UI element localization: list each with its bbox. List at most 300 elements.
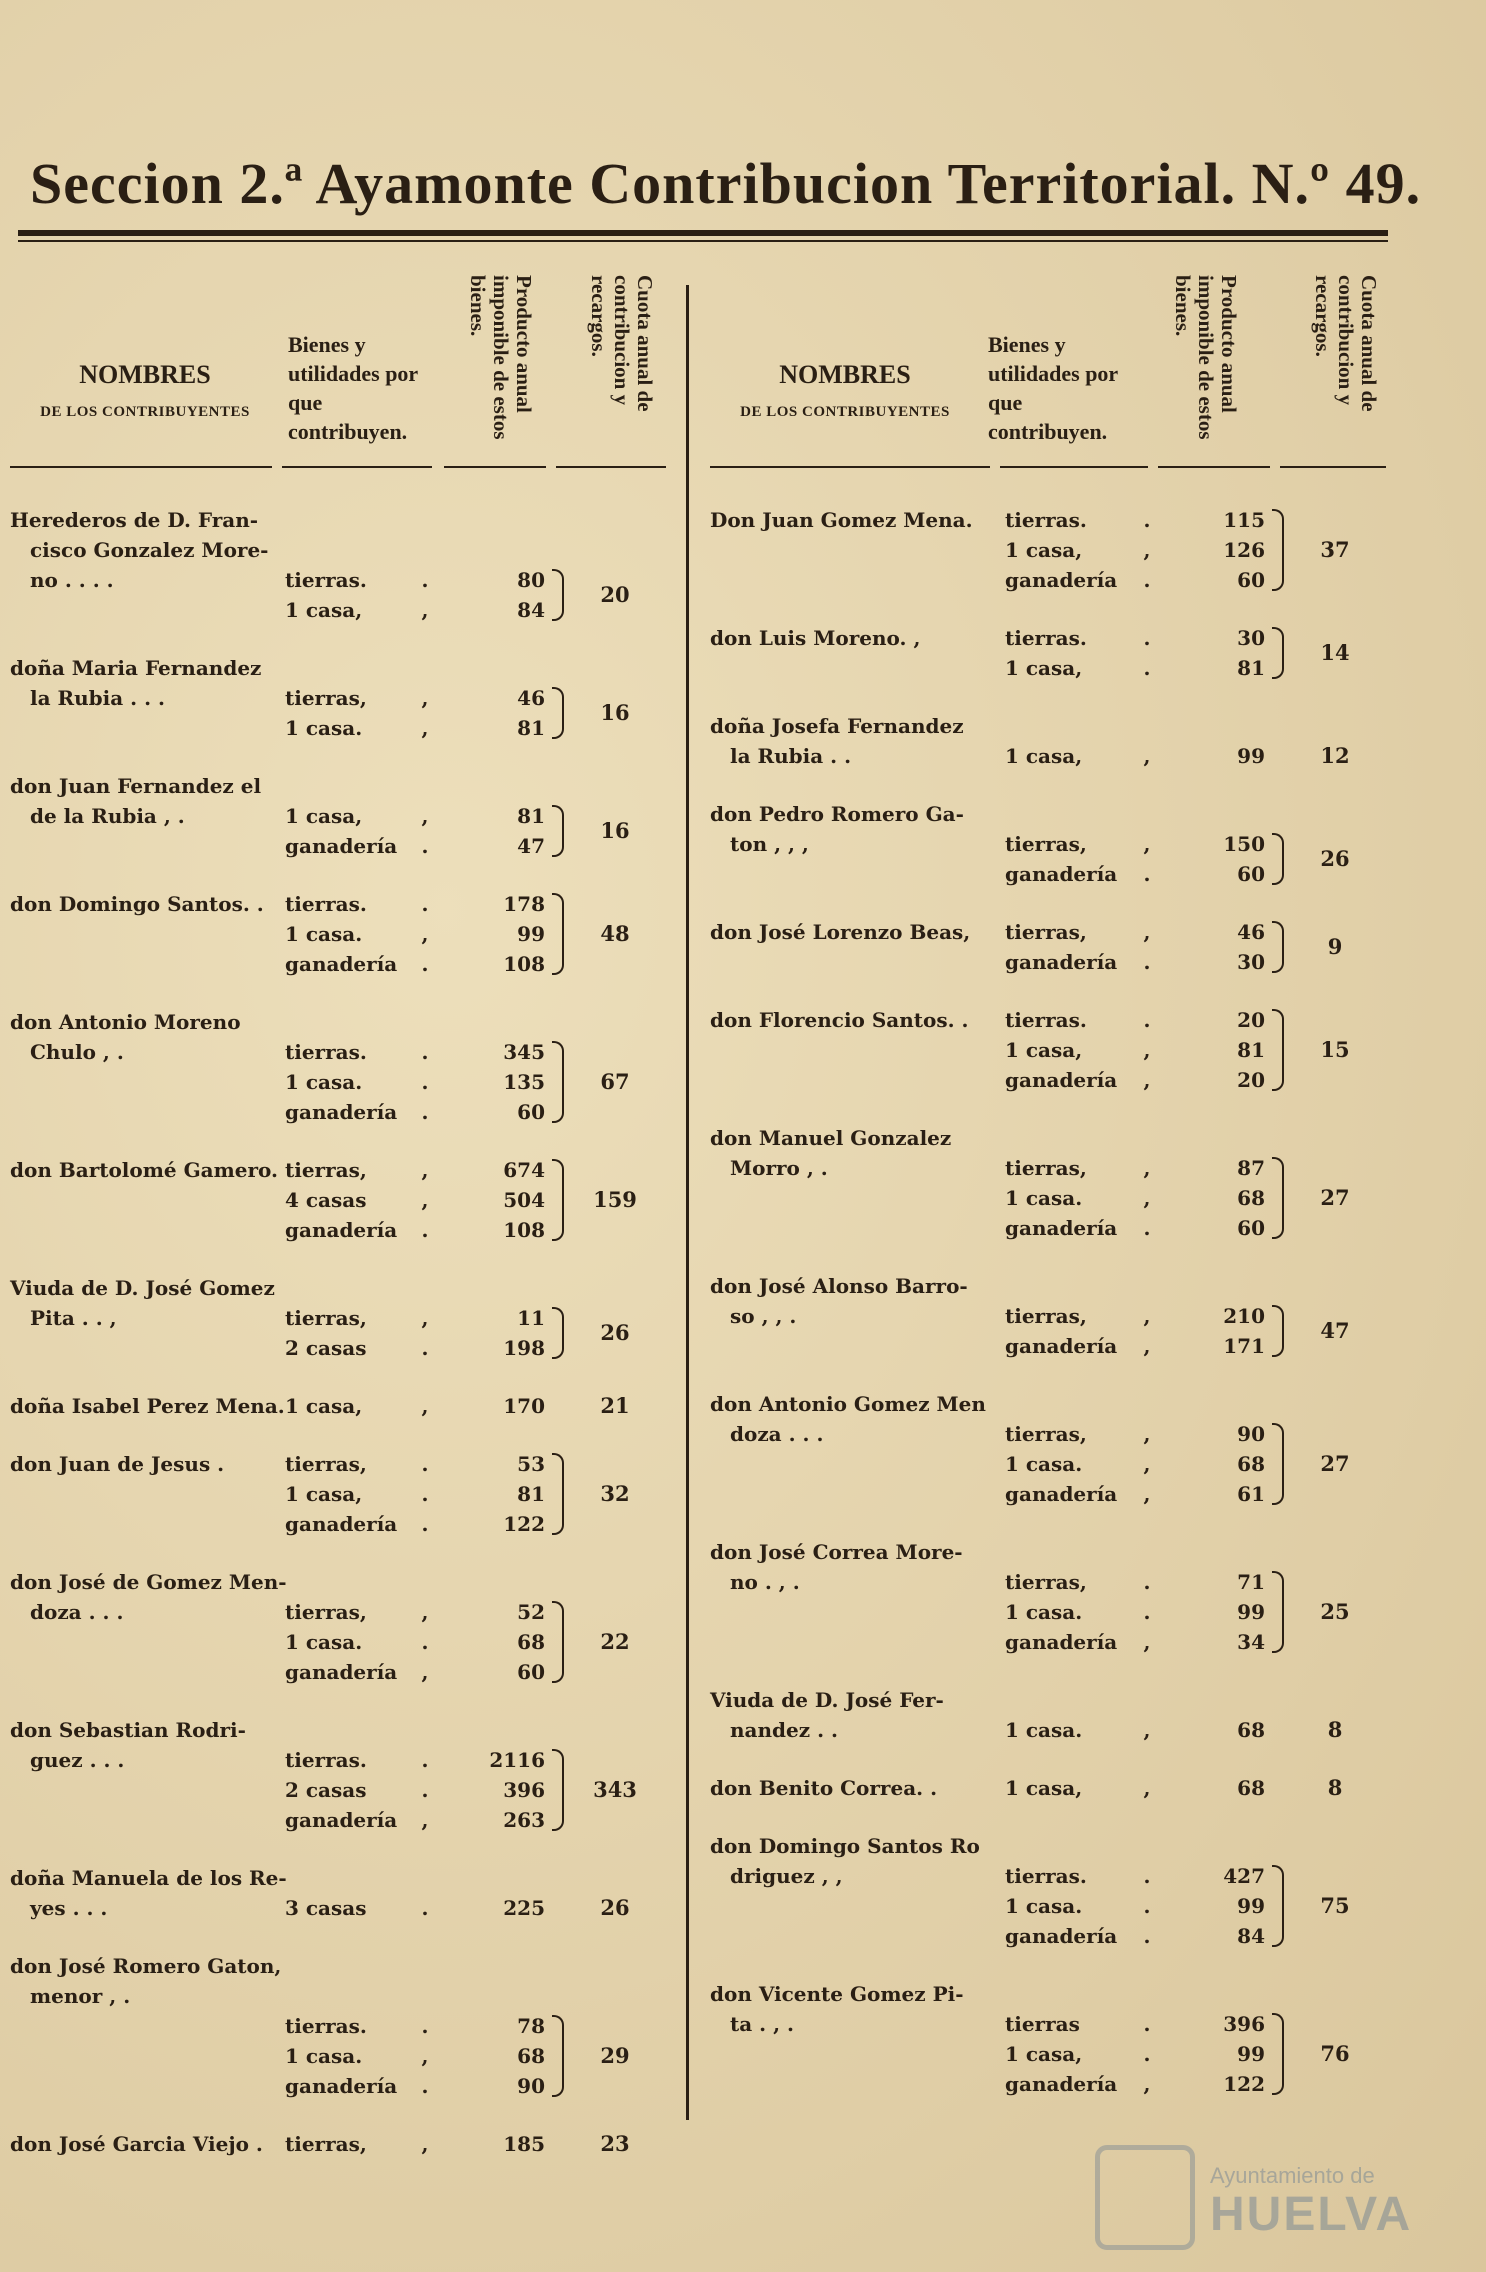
property-items [1005, 1419, 1275, 1509]
brace-mark [1272, 1865, 1284, 1947]
property-row [285, 1479, 550, 1509]
list-item [710, 623, 1386, 683]
leader-mark: , [1143, 1038, 1151, 1062]
property-label: ganadería [285, 1512, 398, 1536]
property-row [285, 1215, 550, 1245]
product-value: 99 [1237, 744, 1265, 768]
contributor-name [10, 1155, 280, 1185]
property-row [1005, 947, 1275, 977]
name-line: don Luis Moreno. , [710, 626, 921, 650]
quota-value: 20 [600, 582, 630, 607]
property-row [1005, 565, 1275, 595]
leader-mark: , [421, 1394, 429, 1418]
right-column [710, 270, 1386, 2096]
list-item [10, 771, 670, 861]
property-items [285, 683, 550, 743]
quota-value: 26 [600, 1320, 630, 1345]
contributor-name [710, 1005, 980, 1035]
quota-value: 37 [1320, 537, 1350, 562]
left-table-header [10, 270, 670, 470]
property-row [1005, 1065, 1275, 1095]
property-row [1005, 1183, 1275, 1213]
header-bienes: Bienes y utilidades por que contribuyen. [988, 332, 1118, 444]
leader-mark: , [421, 1188, 429, 1212]
property-row [285, 1037, 550, 1067]
property-row [285, 1097, 550, 1127]
leader-mark: , [1143, 1156, 1151, 1180]
quota-value: 159 [593, 1187, 637, 1212]
leader-mark: . [421, 1482, 429, 1506]
property-label: 1 casa. [285, 922, 363, 946]
brace-mark [1272, 627, 1284, 679]
header-producto: Producto anual imponible de estos bienes. [1171, 275, 1241, 440]
name-line: don José Alonso Barro- [710, 1274, 968, 1298]
name-line: la Rubia . . [730, 744, 852, 768]
property-row [285, 1333, 550, 1363]
property-row [285, 595, 550, 625]
title-rule [18, 230, 1388, 236]
name-line: don Juan de Jesus . [10, 1452, 225, 1476]
leader-mark: , [1143, 1334, 1151, 1358]
leader-mark: . [421, 834, 429, 858]
property-row [1005, 1035, 1275, 1065]
contributor-name [10, 1951, 280, 2011]
leader-mark: , [421, 1158, 429, 1182]
property-label: ganadería [285, 834, 398, 858]
product-value: 396 [503, 1778, 545, 1802]
property-label: tierras. [285, 568, 367, 592]
property-label: 4 casas [285, 1188, 367, 1212]
brace-mark [552, 687, 564, 739]
leader-mark: . [421, 2074, 429, 2098]
property-label: 1 casa, [1005, 538, 1083, 562]
product-value: 185 [503, 2132, 545, 2156]
leader-mark: , [1143, 1452, 1151, 1476]
quota-value: 8 [1327, 1775, 1343, 1800]
quota-value: 25 [1320, 1599, 1350, 1624]
contributor-name [10, 771, 280, 831]
property-items [285, 1303, 550, 1363]
property-label: tierras. [285, 892, 367, 916]
brace-mark [1272, 1305, 1284, 1357]
product-value: 46 [1237, 920, 1265, 944]
list-item [710, 1979, 1386, 2099]
property-items [285, 1449, 550, 1539]
leader-mark: . [421, 1218, 429, 1242]
header-nombres: NOMBRES [79, 360, 211, 389]
quota-value: 76 [1320, 2041, 1350, 2066]
product-value: 674 [503, 1158, 545, 1182]
property-row [1005, 1479, 1275, 1509]
property-label: 1 casa. [285, 1070, 363, 1094]
name-line: doña Maria Fernandez [10, 656, 262, 680]
list-item [10, 1449, 670, 1539]
list-item [710, 711, 1386, 771]
property-row [1005, 1419, 1275, 1449]
contributor-name [710, 799, 980, 859]
product-value: 99 [517, 922, 545, 946]
contributor-name [710, 1979, 980, 2039]
name-line: Herederos de D. Fran- [10, 508, 259, 532]
list-item [10, 1007, 670, 1127]
property-row [1005, 1213, 1275, 1243]
product-value: 60 [517, 1100, 545, 1124]
leader-mark: , [421, 1600, 429, 1624]
product-value: 11 [517, 1306, 545, 1330]
brace-mark [552, 569, 564, 621]
quota-value: 32 [600, 1481, 630, 1506]
property-label: 1 casa. [285, 716, 363, 740]
contributor-name [10, 1449, 280, 1479]
property-label: 1 casa, [285, 804, 363, 828]
brace-mark [1272, 921, 1284, 973]
leader-mark: , [421, 804, 429, 828]
header-names [710, 360, 980, 421]
product-value: 99 [1237, 1600, 1265, 1624]
property-label: tierras, [285, 1600, 367, 1624]
list-item [710, 917, 1386, 977]
product-value: 198 [503, 1336, 545, 1360]
brace-mark [552, 2015, 564, 2097]
column-divider [686, 285, 689, 2120]
product-value: 68 [1237, 1776, 1265, 1800]
contributor-name [710, 917, 980, 947]
name-line: doña Isabel Perez Mena. [10, 1394, 285, 1418]
brace-mark [1272, 1157, 1284, 1239]
title-rule-thin [18, 240, 1388, 242]
leader-mark: , [1143, 744, 1151, 768]
product-value: 108 [503, 1218, 545, 1242]
watermark [1095, 2135, 1413, 2245]
name-line: don José de Gomez Men- [10, 1570, 287, 1594]
leader-mark: . [1143, 568, 1151, 592]
leader-mark: , [421, 1306, 429, 1330]
leader-mark: , [421, 922, 429, 946]
list-item [10, 889, 670, 979]
name-line: don Domingo Santos Ro [710, 1834, 980, 1858]
property-row [1005, 2069, 1275, 2099]
property-row [285, 1627, 550, 1657]
property-row [285, 713, 550, 743]
property-items [285, 1597, 550, 1687]
header-rule [1158, 466, 1270, 468]
leader-mark: , [421, 686, 429, 710]
quota-value: 21 [600, 1393, 630, 1418]
leader-mark: . [1143, 1570, 1151, 1594]
property-label: 1 casa, [1005, 656, 1083, 680]
leader-mark: . [421, 1336, 429, 1360]
leader-mark: , [1143, 1630, 1151, 1654]
leader-mark: . [421, 1778, 429, 1802]
leader-mark: , [421, 1808, 429, 1832]
quota-value: 12 [1320, 743, 1350, 768]
product-value: 99 [1237, 2042, 1265, 2066]
quota-value: 27 [1320, 1451, 1350, 1476]
leader-mark: , [421, 598, 429, 622]
name-line: la Rubia . . . [30, 686, 165, 710]
name-line: Chulo , . [30, 1040, 124, 1064]
list-item [10, 1391, 670, 1421]
property-row [1005, 1921, 1275, 1951]
property-row [1005, 1891, 1275, 1921]
product-value: 84 [1237, 1924, 1265, 1948]
property-row [285, 2071, 550, 2101]
leader-mark: . [1143, 2012, 1151, 2036]
property-label: tierras, [285, 1306, 367, 1330]
property-label: ganadería [1005, 1334, 1118, 1358]
list-item [10, 1273, 670, 1363]
property-row [285, 1509, 550, 1539]
product-value: 30 [1237, 950, 1265, 974]
contributor-name [710, 623, 980, 653]
product-value: 20 [1237, 1008, 1265, 1032]
brace-mark [552, 1453, 564, 1535]
property-label: tierras, [1005, 1304, 1087, 1328]
name-line: nandez . . [730, 1718, 838, 1742]
quota-value: 343 [593, 1777, 637, 1802]
leader-mark: , [1143, 1776, 1151, 1800]
property-row [1005, 1331, 1275, 1361]
name-line: guez . . . [30, 1748, 125, 1772]
header-names [10, 360, 280, 421]
leader-mark: , [421, 1660, 429, 1684]
name-line: don Antonio Moreno [10, 1010, 241, 1034]
name-line: don Benito Correa. . [710, 1776, 938, 1800]
property-row [1005, 1627, 1275, 1657]
property-row [285, 949, 550, 979]
property-row [1005, 1715, 1275, 1745]
leader-mark: . [421, 1630, 429, 1654]
property-row [285, 1067, 550, 1097]
leader-mark: . [421, 1070, 429, 1094]
property-items [285, 565, 550, 625]
product-value: 60 [1237, 862, 1265, 886]
product-value: 20 [1237, 1068, 1265, 1092]
name-line: don Antonio Gomez Men [710, 1392, 986, 1416]
property-items [1005, 1567, 1275, 1657]
product-value: 345 [503, 1040, 545, 1064]
contributor-name [710, 1773, 980, 1803]
quota-value: 26 [1320, 846, 1350, 871]
product-value: 427 [1223, 1864, 1265, 1888]
contributor-name [10, 505, 280, 595]
property-row [1005, 1567, 1275, 1597]
property-row [285, 1185, 550, 1215]
property-label: tierras, [285, 2132, 367, 2156]
leader-mark: . [1143, 862, 1151, 886]
leader-mark: , [421, 2044, 429, 2068]
property-row [1005, 623, 1275, 653]
right-table-header [710, 270, 1386, 470]
product-value: 115 [1223, 508, 1265, 532]
name-line: doña Josefa Fernandez [710, 714, 964, 738]
header-contribuyentes: DE LOS CONTRIBUYENTES [40, 404, 250, 420]
product-value: 90 [517, 2074, 545, 2098]
list-item [10, 653, 670, 743]
property-label: tierras, [1005, 1570, 1087, 1594]
product-value: 225 [503, 1896, 545, 1920]
property-label: ganadería [285, 2074, 398, 2098]
property-items [1005, 1301, 1275, 1361]
property-row [1005, 2039, 1275, 2069]
property-row [1005, 1861, 1275, 1891]
property-row [285, 1597, 550, 1627]
property-row [285, 919, 550, 949]
property-row [1005, 1301, 1275, 1331]
property-items [285, 1745, 550, 1835]
list-item [710, 1773, 1386, 1803]
list-item [10, 1715, 670, 1835]
contributor-name [10, 1863, 287, 1923]
leader-mark: . [1143, 1008, 1151, 1032]
leader-mark: . [421, 1100, 429, 1124]
contributor-name [10, 2129, 280, 2159]
contributor-name [10, 889, 280, 919]
leader-mark: . [1143, 508, 1151, 532]
name-line: ta . , . [730, 2012, 794, 2036]
product-value: 30 [1237, 626, 1265, 650]
product-value: 52 [517, 1600, 545, 1624]
contributor-name [710, 1123, 980, 1183]
quota-value: 26 [600, 1895, 630, 1920]
list-item [710, 1389, 1386, 1509]
name-line: Pita . . , [30, 1306, 117, 1330]
property-label: tierras. [285, 2014, 367, 2038]
product-value: 99 [1237, 1894, 1265, 1918]
leader-mark: , [1143, 1186, 1151, 1210]
brace-mark [552, 893, 564, 975]
property-label: ganadería [1005, 2072, 1118, 2096]
property-label: 1 casa, [1005, 2042, 1083, 2066]
brace-mark [552, 1749, 564, 1831]
product-value: 170 [503, 1394, 545, 1418]
name-line: don Pedro Romero Ga- [710, 802, 964, 826]
contributor-name [710, 711, 980, 771]
property-row [285, 2011, 550, 2041]
name-line: no . . . . [30, 568, 114, 592]
brace-mark [1272, 1571, 1284, 1653]
property-label: tierras. [1005, 508, 1087, 532]
header-cuota: Cuota anual de contribucion y recargos. [1311, 275, 1381, 412]
leader-mark: , [1143, 1304, 1151, 1328]
property-label: tierras. [1005, 1864, 1087, 1888]
property-label: tierras. [1005, 1008, 1087, 1032]
product-value: 68 [1237, 1186, 1265, 1210]
property-label: tierras, [1005, 920, 1087, 944]
product-value: 504 [503, 1188, 545, 1212]
header-rule [1000, 466, 1148, 468]
product-value: 71 [1237, 1570, 1265, 1594]
name-line: Viuda de D. José Gomez [10, 1276, 275, 1300]
left-column [10, 270, 670, 2156]
name-line: Viuda de D. José Fer- [710, 1688, 944, 1712]
property-label: 1 casa. [1005, 1894, 1083, 1918]
property-items [285, 1155, 550, 1245]
property-label: ganadería [285, 1218, 398, 1242]
property-label: 1 casa. [285, 2044, 363, 2068]
property-row [1005, 1597, 1275, 1627]
contributor-name [710, 1537, 980, 1597]
list-item [710, 1537, 1386, 1657]
contributor-name [10, 653, 280, 713]
property-label: 1 casa. [1005, 1452, 1083, 1476]
property-row [285, 1805, 550, 1835]
property-label: ganadería [1005, 568, 1118, 592]
quota-value: 16 [600, 700, 630, 725]
product-value: 81 [517, 716, 545, 740]
leader-mark: . [421, 1040, 429, 1064]
property-row [1005, 859, 1275, 889]
leader-mark: , [1143, 832, 1151, 856]
property-label: ganadería [1005, 1068, 1118, 1092]
name-line: don Florencio Santos. . [710, 1008, 969, 1032]
property-row [285, 1657, 550, 1687]
property-items [285, 1391, 550, 1421]
list-item [710, 1831, 1386, 1951]
property-items [285, 801, 550, 861]
brace-mark [552, 1159, 564, 1241]
product-value: 122 [1223, 2072, 1265, 2096]
product-value: 68 [1237, 1718, 1265, 1742]
property-row [1005, 1773, 1275, 1803]
name-line: don Juan Fernandez el [10, 774, 262, 798]
product-value: 135 [503, 1070, 545, 1094]
header-rule [444, 466, 546, 468]
header-bienes: Bienes y utilidades por que contribuyen. [288, 332, 418, 444]
product-value: 2116 [489, 1748, 545, 1772]
property-label: tierras. [285, 1040, 367, 1064]
property-label: 1 casa. [285, 1630, 363, 1654]
contributor-name [710, 1389, 986, 1449]
brace-mark [552, 805, 564, 857]
property-label: 1 casa, [285, 1482, 363, 1506]
name-line: don Domingo Santos. . [10, 892, 264, 916]
property-label: ganadería [1005, 1924, 1118, 1948]
property-row [1005, 829, 1275, 859]
quota-value: 67 [600, 1069, 630, 1094]
brace-mark [1272, 1423, 1284, 1505]
contributor-name [710, 1685, 980, 1745]
property-label: ganadería [1005, 1216, 1118, 1240]
property-label: 2 casas [285, 1778, 367, 1802]
property-label: tierras [1005, 2012, 1080, 2036]
list-item [710, 1271, 1386, 1361]
name-line: driguez , , [730, 1864, 843, 1888]
leader-mark: . [421, 1512, 429, 1536]
property-label: ganadería [1005, 1482, 1118, 1506]
property-row [1005, 653, 1275, 683]
contributor-name [10, 1391, 285, 1421]
property-label: 1 casa, [1005, 744, 1083, 768]
product-value: 81 [517, 1482, 545, 1506]
leader-mark: . [421, 2014, 429, 2038]
property-label: 1 casa. [1005, 1600, 1083, 1624]
property-row [1005, 2009, 1275, 2039]
leader-mark: , [1143, 920, 1151, 944]
property-items [285, 1037, 550, 1127]
coat-of-arms-icon [1095, 2145, 1195, 2250]
property-items [1005, 1773, 1275, 1803]
quota-value: 9 [1327, 934, 1343, 959]
list-item [10, 505, 670, 625]
property-label: tierras. [1005, 626, 1087, 650]
property-items [285, 2129, 550, 2159]
property-items [1005, 505, 1275, 595]
product-value: 53 [517, 1452, 545, 1476]
property-label: tierras. [285, 1748, 367, 1772]
property-row [285, 1391, 550, 1421]
name-line: Don Juan Gomez Mena. [710, 508, 973, 532]
